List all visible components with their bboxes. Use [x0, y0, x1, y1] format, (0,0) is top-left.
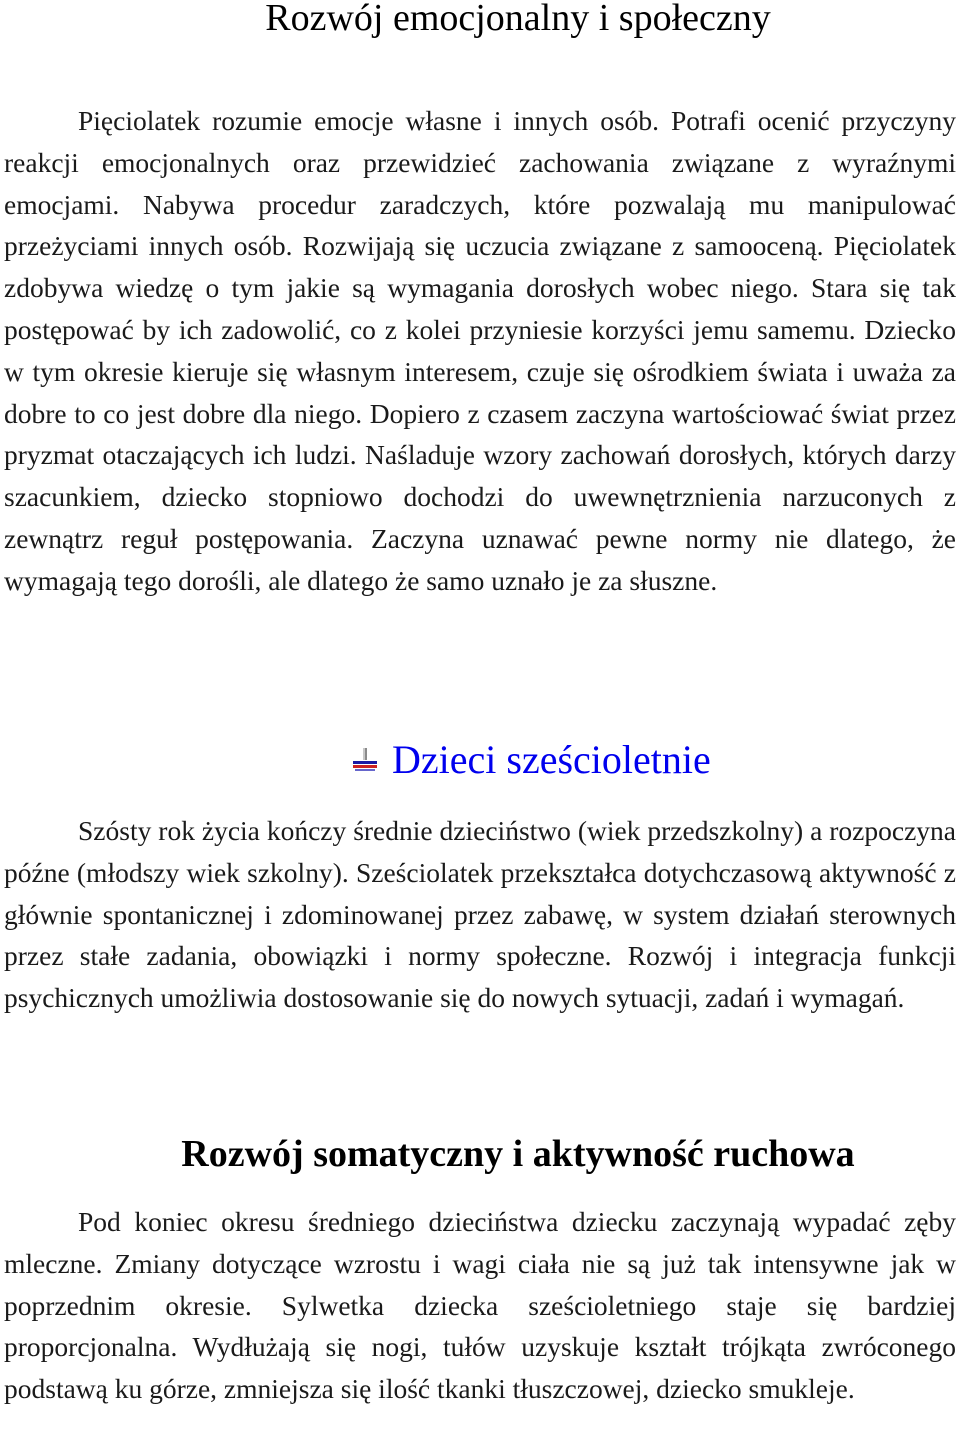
- paragraph-emotional-social: Pięciolatek rozumie emocje własne i innych osób. Potrafi ocenić przyczyny reakcji emocjonalnych oraz przewidzieć zachowania związane z wyraźnymi emocjami. Nabywa procedur zaradczych, które pozwalają mu manipulować przeżyciami innych osób. Rozwijają się uczucia związane z samooceną. Pięciolatek zdobywa wiedzę o tym jakie są wymagania dorosłych wobec niego. Stara się tak postępować by ich zadowolić, co z kolei przyniesie korzyści jemu samemu. Dziecko w tym okresie kieruje się własnym interesem, czuje się ośrodkiem świata i uważa za dobre to co jest dobre dla niego. Dopiero z czasem zaczyna wartościować świat przez pryzmat otaczających ich ludzi. Naśladuje wzory zachowań dorosłych, których darzy szacunkiem, dziecko stopniowo dochodzi do uwewnętrznienia narzuconych z zewnątrz reguł postępowania. Zaczyna uznawać pewne normy nie dlatego, że wymagają tego dorośli, ale dlatego że samo uznało je za słuszne.: [4, 105, 956, 596]
- paragraph-six-year-olds: Szósty rok życia kończy średnie dzieciństwo (wiek przedszkolny) a rozpoczyna późne (młodszy wiek szkolny). Sześciolatek przekształca dotychczasową aktywność z głównie spontanicznej i zdominowanej przez zabawę, w system działań sterownych przez stałe zadania, obowiązki i normy społeczne. Rozwój i integracja funkcji psychicznych umożliwia dostosowanie się do nowych sytuacji, zadań i wymagań.: [4, 815, 956, 1014]
- section-title-emotional-social: Rozwój emocjonalny i społeczny: [265, 0, 771, 39]
- bullet-arrow-icon: [352, 747, 378, 773]
- paragraph-somatic-motor: Pod koniec okresu średniego dzieciństwa dziecku zaczynają wypadać zęby mleczne. Zmiany dotyczące wzrostu i wagi ciała nie są już tak intensywne jak w poprzednim okresie. Sylwetka dziecka sześcioletniego staje się bardziej proporcjonalna. Wydłużają się nogi, tułów uzyskuje kształt trójkąta zwróconego podstawą ku górze, zmniejsza się ilość tkanki tłuszczowej, dziecko smukleje.: [4, 1206, 956, 1405]
- section-heading-six-year-olds: [352, 734, 711, 786]
- section-title-somatic-motor: Rozwój somatyczny i aktywność ruchowa: [181, 1133, 855, 1175]
- section-title-six-year-olds: Dzieci sześcioletnie: [392, 737, 711, 782]
